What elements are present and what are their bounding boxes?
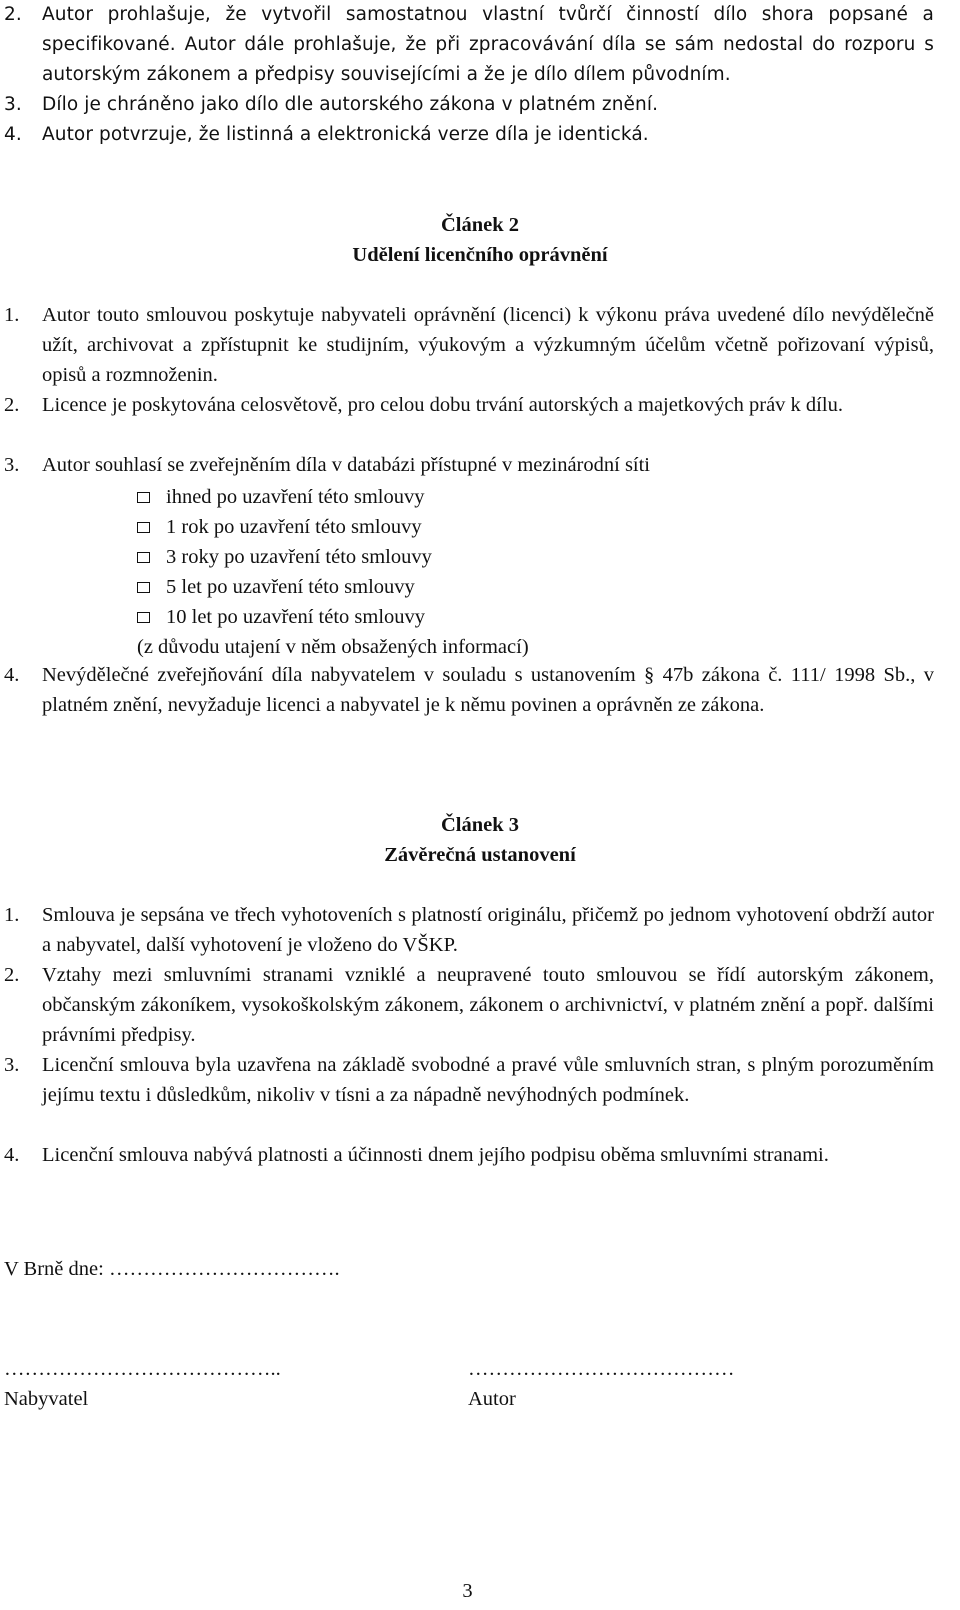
signature-line-right: ………………………………… [468,1358,735,1380]
item-number: 1. [4,304,20,326]
item-text: Licenční smlouva nabývá platnosti a účinnosti dnem jejího podpisu oběma smluvními stranami. [42,1144,829,1166]
option-row[interactable] [137,542,432,572]
item-text: Dílo je chráněno jako dílo dle autorského zákona v platném znění. [42,94,659,115]
item-text: Autor souhlasí se zveřejněním díla v databázi přístupné v mezinárodní síti [42,454,651,476]
option-label: 5 let po uzavření této smlouvy [166,576,415,598]
checkbox[interactable] [137,522,150,533]
list-item [4,120,934,150]
publication-options [137,482,432,632]
list-item [4,90,934,120]
item-number: 1. [4,904,20,926]
list-item [4,1140,934,1170]
signature-label-left: Nabyvatel [4,1388,89,1410]
place-date-line: V Brně dne: ……………………………. [4,1258,340,1280]
checkbox[interactable] [137,552,150,563]
item-number: 2. [4,964,20,986]
option-label: 10 let po uzavření této smlouvy [166,606,426,628]
list-item [4,1050,934,1110]
item-text: Autor prohlašuje, že vytvořil samostatnou vlastní tvůrčí činností dílo shora popsané a specifikované. Autor dále prohlašuje, že při zpracovávání díla se sám nedostal do rozporu s autorským zákonem a předpisy souvisejícími a že je dílo dílem původním. [42,4,934,85]
option-row[interactable] [137,572,432,602]
item-text: Autor touto smlouvou poskytuje nabyvateli oprávnění (licenci) k výkonu práva uvedené dílo nevýdělečně užít, archivovat a zpřístupnit ke studijním, výukovým a výzkumným účelům včetně pořizovaní výpisů, opisů a rozmnoženin. [42,304,934,386]
item-text: Autor potvrzuje, že listinná a elektronická verze díla je identická. [42,124,649,145]
item-number: 3. [4,94,22,115]
item-text: Nevýdělečné zveřejňování díla nabyvatelem v souladu s ustanovením § 47b zákona č. 111/ 1998 Sb., v platném znění, nevyžaduje licenci a nabyvatel je k němu povinen a oprávněn ze zákona. [42,664,934,716]
item-text: Licence je poskytována celosvětově, pro celou dobu trvání autorských a majetkových práv k dílu. [42,394,843,416]
item-number: 3. [4,1054,20,1076]
options-note: (z důvodu utajení v něm obsažených informací) [137,636,529,658]
list-item [4,390,934,420]
list-item [4,960,934,1050]
article-title: Článek 2 [440,214,520,236]
item-text: Smlouva je sepsána ve třech vyhotoveních s platností originálu, přičemž po jednom vyhotovení obdrží autor a nabyvatel, další vyhotovení je vloženo do VŠKP. [42,904,934,956]
option-row[interactable] [137,512,432,542]
item-number: 3. [4,454,20,476]
item-number: 4. [4,1144,20,1166]
signature-label-right: Autor [468,1388,516,1410]
list-item [4,450,934,480]
item-number: 2. [4,394,20,416]
list-item [4,300,934,390]
checkbox[interactable] [137,612,150,623]
list-item [4,660,934,720]
list-item [4,0,934,90]
item-number: 2. [4,4,22,25]
signature-line-left: ………………………………….. [4,1358,281,1380]
list-item [4,900,934,960]
option-label: 1 rok po uzavření této smlouvy [166,516,422,538]
page-number: 3 [462,1580,473,1602]
article-subtitle: Závěrečná ustanovení [384,844,576,866]
option-row[interactable] [137,482,432,512]
option-label: 3 roky po uzavření této smlouvy [166,546,432,568]
checkbox[interactable] [137,582,150,593]
item-number: 4. [4,664,20,686]
item-number: 4. [4,124,22,145]
article-subtitle: Udělení licenčního oprávnění [352,244,608,266]
checkbox[interactable] [137,492,150,503]
option-row[interactable] [137,602,432,632]
item-text: Licenční smlouva byla uzavřena na základě svobodné a pravé vůle smluvních stran, s plným porozuměním jejímu textu i důsledkům, nikoliv v tísni a za nápadně nevýhodných podmínek. [42,1054,934,1106]
item-text: Vztahy mezi smluvními stranami vzniklé a neupravené touto smlouvou se řídí autorským zákonem, občanským zákoníkem, vysokoškolským zákonem, zákonem o archivnictví, v platném znění a popř. dalšími právními předpisy. [42,964,934,1046]
option-label: ihned po uzavření této smlouvy [166,486,425,508]
article-title: Článek 3 [440,814,520,836]
